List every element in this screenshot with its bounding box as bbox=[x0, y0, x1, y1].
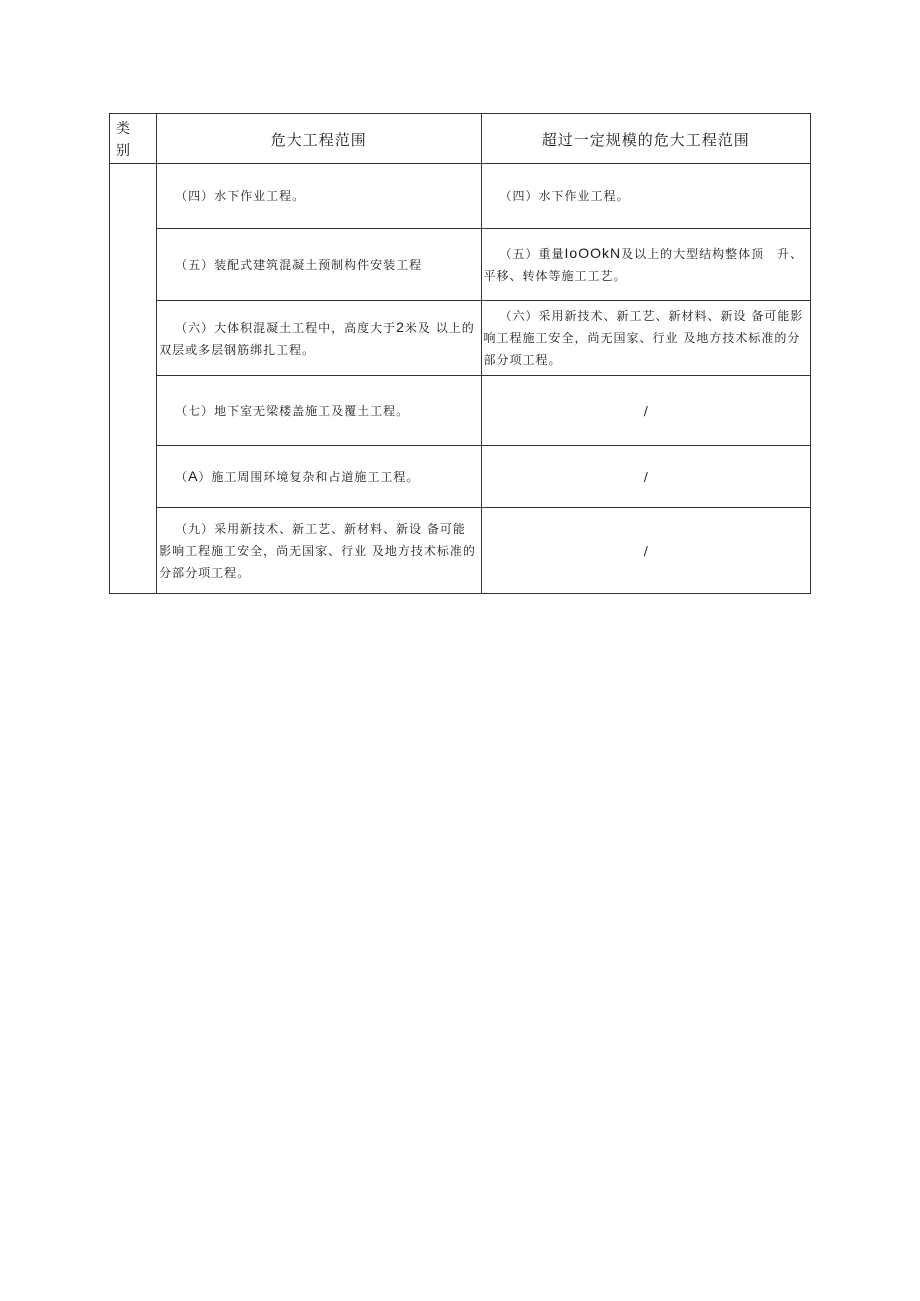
hazard-scope-header: 危大工程范围 bbox=[157, 114, 481, 164]
large-scale-scope-cell: / bbox=[481, 376, 810, 446]
large-scale-scope-cell: （四）水下作业工程。 bbox=[481, 164, 810, 229]
large-scale-scope-cell: / bbox=[481, 508, 810, 594]
cell-text-part: 及以上的大型结构整体顶 升、平移、转体等施工工艺。 bbox=[483, 247, 804, 283]
hazard-scope-cell: （五）装配式建筑混凝土预制构件安装工程 bbox=[157, 229, 481, 301]
cell-text-number: A bbox=[188, 468, 199, 484]
cell-text-part: （五）重量 bbox=[499, 247, 565, 261]
large-scale-hazard-scope-header: 超过一定规模的危大工程范围 bbox=[481, 114, 810, 164]
table-header-row bbox=[110, 114, 811, 164]
table-row bbox=[110, 376, 811, 446]
cell-text-number: IoOOkN bbox=[564, 245, 622, 261]
table-row bbox=[110, 164, 811, 229]
category-cell bbox=[110, 164, 157, 594]
large-scale-scope-cell: / bbox=[481, 446, 810, 508]
large-scale-scope-cell: （六）采用新技术、新工艺、新材料、新设 备可能影响工程施工安全，尚无国家、行业 及地方技术标准的分部分项工程。 bbox=[481, 301, 810, 376]
cell-text-part: （ bbox=[175, 470, 189, 484]
cell-text-part: 米及 以上的双层或多层钢筋绑扎工程。 bbox=[159, 320, 475, 357]
hazard-scope-cell: （七）地下室无梁楼盖施工及覆土工程。 bbox=[157, 376, 481, 446]
cell-text-number: 2 bbox=[396, 318, 405, 335]
table-row bbox=[110, 301, 811, 376]
hazard-scope-cell: （九）采用新技术、新工艺、新材料、新设 备可能影响工程施工安全，尚无国家、行业 及地方技术标准的分部分项工程。 bbox=[157, 508, 481, 594]
cell-text-part: （六）大体积混凝土工程中，高度大于 bbox=[175, 320, 397, 335]
category-header: 类 别 bbox=[110, 114, 157, 164]
large-scale-scope-cell bbox=[481, 229, 810, 301]
hazard-scope-cell: （四）水下作业工程。 bbox=[157, 164, 481, 229]
table-row bbox=[110, 508, 811, 594]
cell-text-part: ）施工周围环境复杂和占道施工工程。 bbox=[198, 470, 420, 484]
table-row bbox=[110, 229, 811, 301]
hazard-scope-cell bbox=[157, 301, 481, 376]
hazard-scope-cell bbox=[157, 446, 481, 508]
hazard-scope-table bbox=[109, 113, 811, 594]
table-row bbox=[110, 446, 811, 508]
